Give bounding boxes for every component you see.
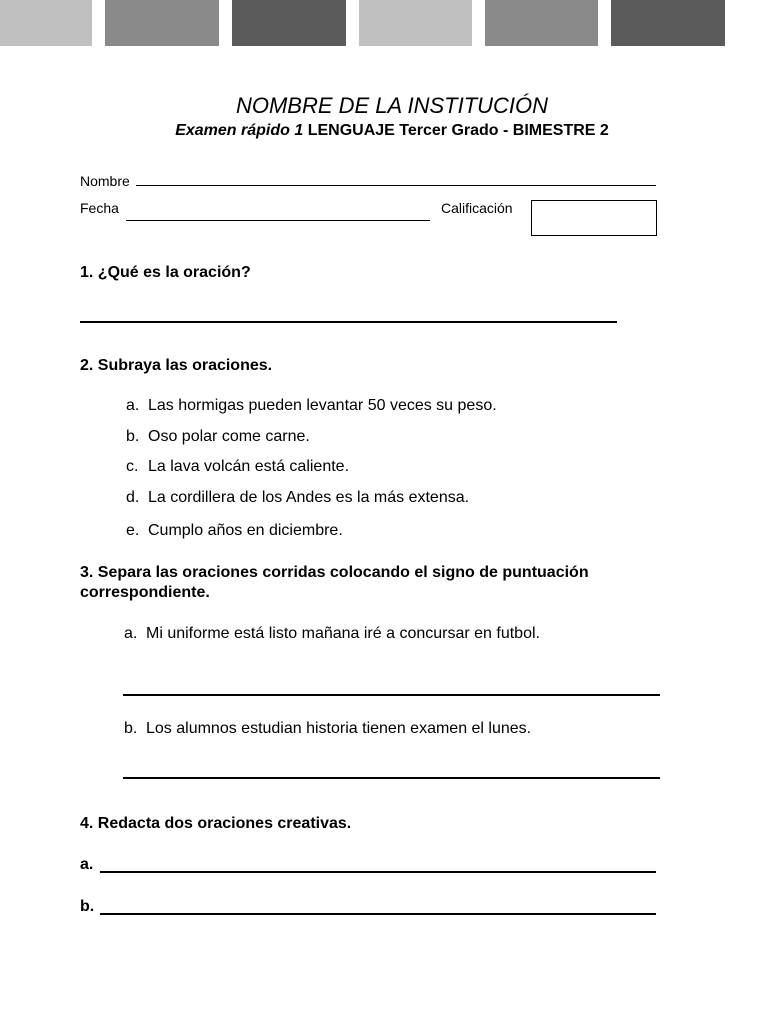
question-2: 2. Subraya las oraciones. xyxy=(80,357,273,374)
item-label: a. xyxy=(124,625,138,642)
item-label: b. xyxy=(124,720,138,737)
question-1: 1. ¿Qué es la oración? xyxy=(80,264,251,281)
list-item xyxy=(124,625,540,643)
answer-line-4b[interactable] xyxy=(100,913,656,915)
answer-label-4a: a. xyxy=(80,856,94,873)
item-text: La lava volcán está caliente. xyxy=(148,458,350,475)
institution-title: NOMBRE DE LA INSTITUCIÓN xyxy=(235,93,549,118)
item-label: e. xyxy=(126,522,140,539)
item-text: La cordillera de los Andes es la más extensa. xyxy=(148,489,470,506)
grade-box[interactable] xyxy=(531,200,657,236)
list-item xyxy=(126,489,469,507)
grade-label: Calificación xyxy=(441,200,513,216)
header-band-4 xyxy=(359,0,472,46)
list-item xyxy=(126,522,343,540)
question-3-line-1: 3. Separa las oraciones corridas colocando el signo de puntuación xyxy=(80,564,589,581)
exam-number: Examen rápido 1 xyxy=(175,122,304,139)
date-label: Fecha xyxy=(80,200,119,216)
item-text: Oso polar come carne. xyxy=(148,428,310,445)
answer-line-4a[interactable] xyxy=(100,871,656,873)
list-item xyxy=(124,720,531,738)
list-item xyxy=(126,428,310,446)
answer-line-1[interactable] xyxy=(80,321,617,323)
date-field[interactable] xyxy=(126,220,430,221)
item-text: Cumplo años en diciembre. xyxy=(148,522,343,539)
header-band-3 xyxy=(232,0,346,46)
header-band-1 xyxy=(0,0,92,46)
list-item xyxy=(126,458,349,476)
item-text: Las hormigas pueden levantar 50 veces su peso. xyxy=(148,397,497,414)
answer-line-3b[interactable] xyxy=(123,777,660,779)
name-label: Nombre xyxy=(80,173,130,189)
question-4: 4. Redacta dos oraciones creativas. xyxy=(80,815,352,832)
exam-details: LENGUAJE Tercer Grado - BIMESTRE 2 xyxy=(303,122,609,139)
item-label: c. xyxy=(126,458,139,475)
answer-line-3a[interactable] xyxy=(123,694,660,696)
item-label: d. xyxy=(126,489,140,506)
header-band-6 xyxy=(611,0,725,46)
item-text: Los alumnos estudian historia tienen examen el lunes. xyxy=(146,720,532,737)
name-field[interactable] xyxy=(136,185,656,186)
item-text: Mi uniforme está listo mañana iré a concursar en futbol. xyxy=(146,625,540,642)
exam-subtitle xyxy=(0,122,768,140)
question-3-line-2: correspondiente. xyxy=(80,584,210,601)
list-item xyxy=(126,397,497,415)
header-band-5 xyxy=(485,0,598,46)
item-label: b. xyxy=(126,428,140,445)
item-label: a. xyxy=(126,397,140,414)
header-band-2 xyxy=(105,0,219,46)
answer-label-4b: b. xyxy=(80,898,95,915)
